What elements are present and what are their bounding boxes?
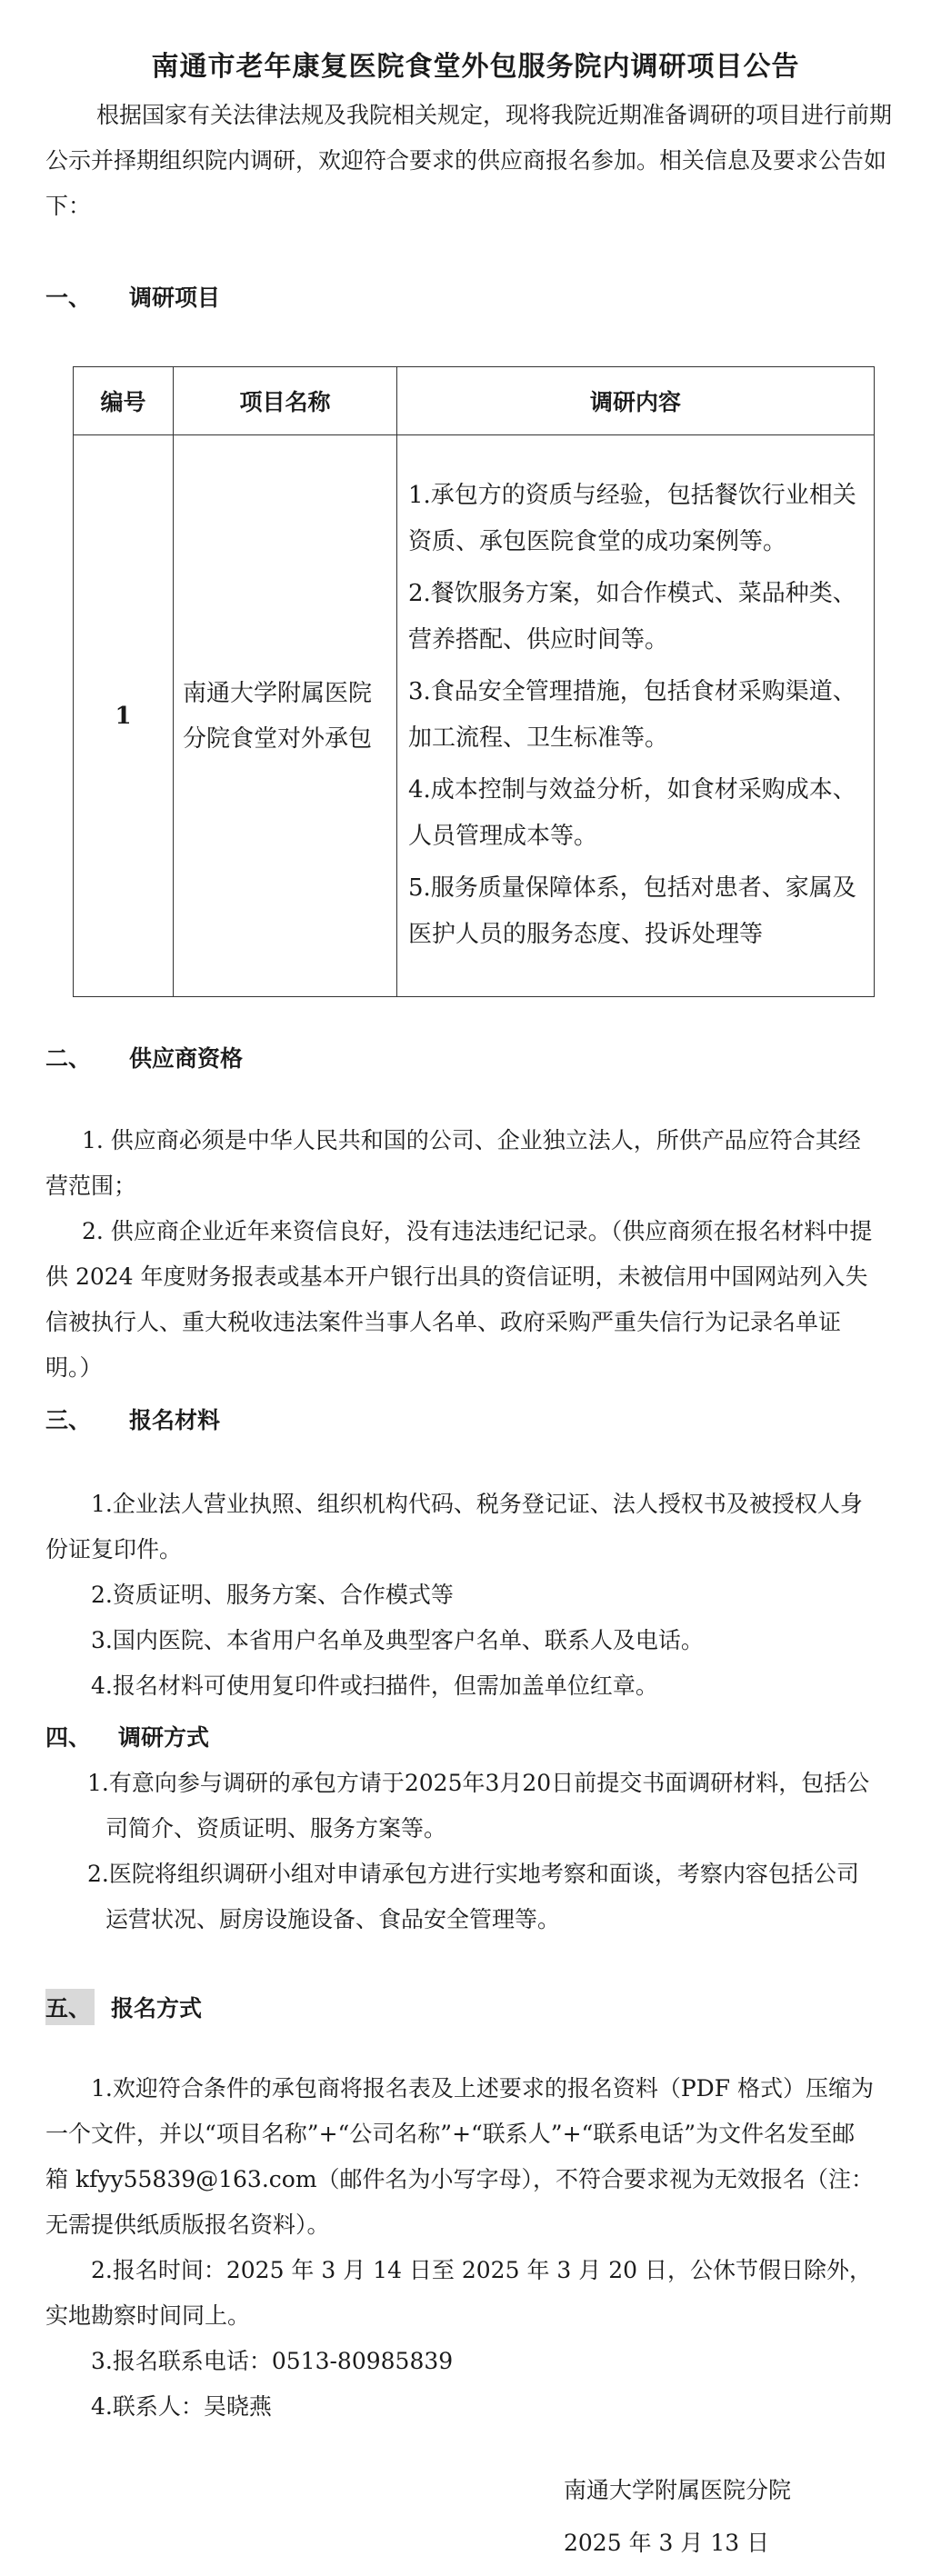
content-item: 1.承包方的资质与经验，包括餐饮行业相关资质、承包医院食堂的成功案例等。 — [408, 481, 856, 555]
section-number: 三、 — [45, 1407, 92, 1433]
section-title: 报名方式 — [111, 1995, 203, 2022]
cell-number: 1 — [74, 435, 174, 997]
section-number: 四、 — [45, 1724, 92, 1751]
content-item: 2.餐饮服务方案，如合作模式、菜品种类、营养搭配、供应时间等。 — [408, 579, 856, 654]
list-item: 2.报名时间：2025 年 3 月 14 日至 2025 年 3 月 20 日，公休节假日除外，实地勘察时间同上。 — [45, 2257, 872, 2329]
list-item: 1. 供应商必须是中华人民共和国的公司、企业独立法人，所供产品应符合其经营范围； — [45, 1127, 861, 1199]
column-header: 调研内容 — [397, 367, 875, 435]
research-items-table — [73, 366, 875, 997]
section-4-heading — [45, 1720, 209, 1752]
column-header: 编号 — [74, 367, 174, 435]
section-title: 调研项目 — [129, 285, 221, 311]
content-item: 5.服务质量保障体系，包括对患者、家属及医护人员的服务态度、投诉处理等 — [408, 874, 856, 948]
content-item: 3.食品安全管理措施，包括食材采购渠道、加工流程、卫生标准等。 — [408, 677, 856, 752]
list-item: 1.企业法人营业执照、组织机构代码、税务登记证、法人授权书及被授权人身份证复印件。 — [45, 1491, 863, 1563]
list-item: 2.医院将组织调研小组对申请承包方进行实地考察和面谈，考察内容包括公司运营状况、厨房设施设备、食品安全管理等。 — [87, 1861, 859, 1932]
signature-organization: 南通大学附属医院分院 — [564, 2477, 792, 2503]
section-title: 调研方式 — [118, 1724, 210, 1751]
column-header: 项目名称 — [174, 367, 397, 435]
section-title: 报名材料 — [129, 1407, 221, 1433]
signature-date: 2025 年 3 月 13 日 — [564, 2530, 770, 2556]
intro-paragraph: 根据国家有关法律法规及我院相关规定，现将我院近期准备调研的项目进行前期公示并择期组织院内调研，欢迎符合要求的供应商报名参加。相关信息及要求公告如下： — [45, 102, 893, 219]
section-number: 五、 — [45, 1989, 95, 2025]
cell-research-content — [397, 435, 875, 997]
section-number: 二、 — [45, 1045, 92, 1072]
list-item: 4.联系人：吴晓燕 — [91, 2393, 272, 2420]
section-2-heading — [45, 1041, 243, 1073]
list-item: 3.国内医院、本省用户名单及典型客户名单、联系人及电话。 — [91, 1627, 704, 1653]
content-item: 4.成本控制与效益分析，如食材采购成本、人员管理成本等。 — [408, 775, 856, 850]
section-5-heading — [45, 1989, 202, 2025]
list-item: 2. 供应商企业近年来资信良好，没有违法违纪记录。（供应商须在报名材料中提供 2024 年度财务报表或基本开户银行出具的资信证明，未被信用中国网站列入失信被执行人、重大税收违法案件当事人名单、政府采购严重失信行为记录名单证明。） — [45, 1218, 873, 1381]
section-3-heading — [45, 1403, 220, 1435]
table-row — [74, 435, 875, 997]
page-title: 南通市老年康复医院食堂外包服务院内调研项目公告 — [151, 51, 800, 83]
list-item: 3.报名联系电话：0513-80985839 — [91, 2348, 454, 2374]
table-header-row — [74, 367, 875, 435]
cell-project-name: 南通大学附属医院分院食堂对外承包 — [174, 435, 397, 997]
list-item: 1.欢迎符合条件的承包商将报名表及上述要求的报名资料（PDF 格式）压缩为一个文件，并以“项目名称”+“公司名称”+“联系人”+“联系电话”为文件名发至邮箱 kfyy55839@163.com（邮件名为小写字母），不符合要求视为无效报名（注：无需提供纸质版报名资料）。 — [45, 2075, 875, 2238]
list-item: 1.有意向参与调研的承包方请于2025年3月20日前提交书面调研材料，包括公司简介、资质证明、服务方案等。 — [87, 1770, 870, 1842]
list-item: 4.报名材料可使用复印件或扫描件，但需加盖单位红章。 — [91, 1672, 658, 1699]
section-title: 供应商资格 — [129, 1045, 244, 1072]
list-item: 2.资质证明、服务方案、合作模式等 — [91, 1582, 454, 1608]
section-number: 一、 — [45, 285, 92, 311]
section-1-heading — [45, 280, 220, 313]
